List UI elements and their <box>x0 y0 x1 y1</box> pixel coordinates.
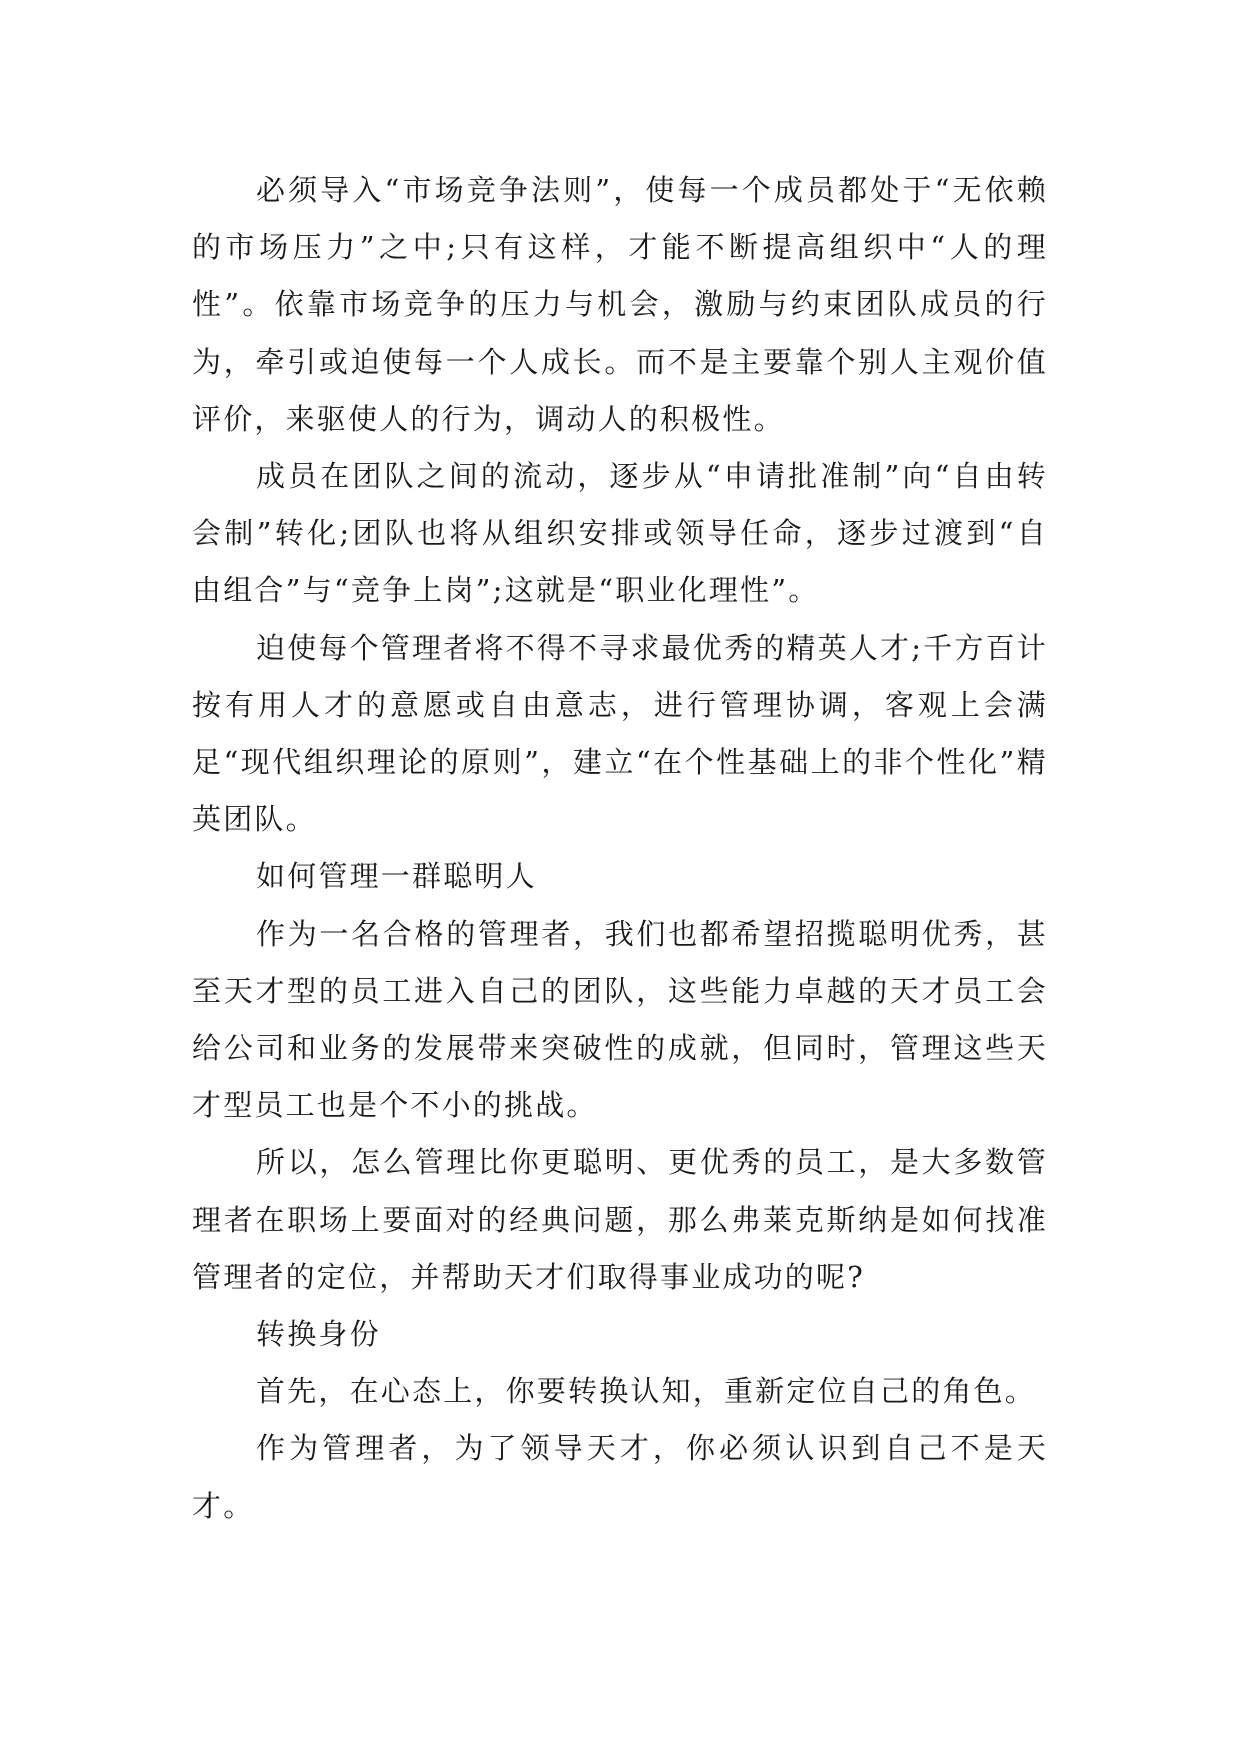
section-heading-manage-smart-people: 如何管理一群聪明人 <box>256 859 537 894</box>
document-body <box>192 162 1048 1535</box>
paragraph-elite-team: 迫使每个管理者将不得不寻求最优秀的精英人才;千方百计按有用人才的意愿或自由意志，进行管理协调，客观上会满足“现代组织理论的原则”，建立“在个性基础上的非个性化”精英团队。 <box>192 630 1048 837</box>
paragraph-not-genius: 作为管理者，为了领导天才，你必须认识到自己不是天才。 <box>192 1431 1048 1523</box>
paragraph-mindset: 首先，在心态上，你要转换认知，重新定位自己的角色。 <box>256 1374 1037 1409</box>
paragraph-market-competition: 必须导入“市场竞争法则”，使每一个成员都处于“无依赖的市场压力”之中;只有这样，才能不断提高组织中“人的理性”。依靠市场竞争的压力与机会，激励与约束团队成员的行为，牵引或迫使每一个人成长。而不是主要靠个别人主观价值评价，来驱使人的行为，调动人的积极性。 <box>192 173 1048 436</box>
paragraph-qualified-manager: 作为一名合格的管理者，我们也都希望招揽聪明优秀，甚至天才型的员工进入自己的团队，这些能力卓越的天才员工会给公司和业务的发展带来突破性的成就，但同时，管理这些天才型员工也是个不小的挑战。 <box>192 916 1048 1123</box>
section-heading-change-identity: 转换身份 <box>256 1317 381 1352</box>
paragraph-team-mobility: 成员在团队之间的流动，逐步从“申请批准制”向“自由转会制”转化;团队也将从组织安排或领导任命，逐步过渡到“自由组合”与“竞争上岗”;这就是“职业化理性”。 <box>192 459 1048 608</box>
paragraph-classic-question: 所以，怎么管理比你更聪明、更优秀的员工，是大多数管理者在职场上要面对的经典问题，那么弗莱克斯纳是如何找准管理者的定位，并帮助天才们取得事业成功的呢? <box>192 1145 1048 1294</box>
